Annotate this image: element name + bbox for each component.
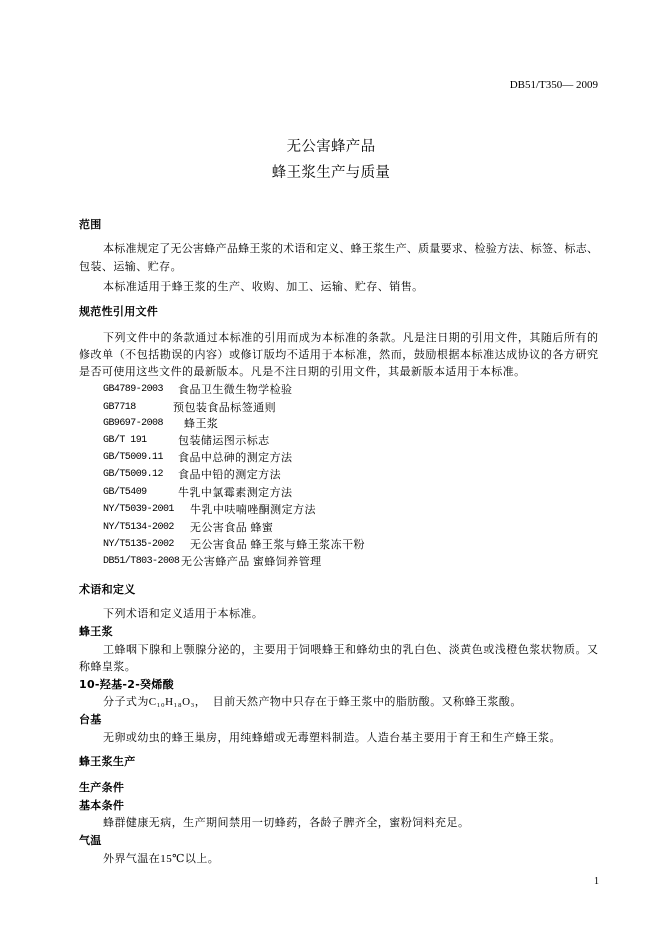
temperature-text: 外界气温在15℃以上。 <box>103 853 220 865</box>
references-intro-line-1: 下列文件中的条款通过本标准的引用而成为本标准的条款。凡是注日期的引用文件，其随后所有的 <box>103 332 598 344</box>
reference-title: 蜂王浆 <box>184 418 219 430</box>
reference-item <box>103 553 603 571</box>
reference-code: GB/T5009.11 <box>103 452 163 463</box>
reference-title: 牛乳中氯霉素测定方法 <box>178 487 293 499</box>
reference-code: GB/T 191 <box>103 435 147 446</box>
scope-paragraph-1-line-1: 本标准规定了无公害蜂产品蜂王浆的术语和定义、蜂王浆生产、质量要求、检验方法、标签、标志、 <box>103 243 598 255</box>
reference-code: GB/T5009.12 <box>103 469 163 480</box>
basic-conditions-text: 蜂群健康无病，生产期间禁用一切蜂药，各龄子脾齐全，蜜粉饲料充足。 <box>103 817 470 829</box>
subheading-basic-conditions: 基本条件 <box>79 799 125 812</box>
term-queen-cell-cup: 台基 <box>79 713 102 726</box>
section-heading-normative-references: 规范性引用文件 <box>79 305 159 318</box>
queen-cell-cup-definition: 无卵或幼虫的蜂王巢房，用纯蜂蜡或无毒塑料制造。人造台基主要用于育王和生产蜂王浆。 <box>103 732 561 744</box>
reference-code: NY/T5135-2002 <box>103 539 174 550</box>
scope-paragraph-1-line-2: 包装、运输、贮存。 <box>79 261 183 273</box>
subheading-temperature: 气温 <box>79 834 102 847</box>
royal-jelly-definition-line-2: 称蜂皇浆。 <box>79 661 137 673</box>
section-heading-production: 蜂王浆生产 <box>79 755 136 768</box>
hda-definition: 分子式为C₁₀H₁₈O₃， 目前天然产物中只存在于蜂王浆中的脂肪酸。又称蜂王浆酸。 <box>103 696 522 708</box>
reference-item <box>103 466 603 484</box>
reference-title: 无公害食品 蜂蜜 <box>190 522 274 534</box>
reference-item <box>103 415 603 433</box>
reference-title: 食品中铅的测定方法 <box>178 469 282 481</box>
page-number: 1 <box>594 876 599 887</box>
reference-item <box>103 501 603 519</box>
term-10-hda: 10-羟基-2-癸烯酸 <box>79 678 174 691</box>
reference-code: NY/T5039-2001 <box>103 504 174 515</box>
reference-code: GB9697-2008 <box>103 418 163 429</box>
royal-jelly-definition-line-1: 工蜂咽下腺和上颚腺分泌的，主要用于饲喂蜂王和蜂幼虫的乳白色、淡黄色或浅橙色浆状物质。又 <box>103 644 598 656</box>
reference-code: DB51/T803-2008 <box>103 556 180 567</box>
reference-title: 预包装食品标签通则 <box>173 402 277 414</box>
reference-item <box>103 484 603 502</box>
standard-code: DB51/T350— 2009 <box>509 79 598 91</box>
section-heading-terms: 术语和定义 <box>79 583 136 596</box>
terms-intro: 下列术语和定义适用于本标准。 <box>103 608 264 620</box>
reference-item <box>103 381 603 399</box>
reference-title: 食品中总砷的测定方法 <box>178 452 293 464</box>
reference-code: GB7718 <box>103 402 136 413</box>
reference-code: GB/T5409 <box>103 487 147 498</box>
reference-code: NY/T5134-2002 <box>103 522 174 533</box>
scope-paragraph-2: 本标准适用于蜂王浆的生产、收购、加工、运输、贮存、销售。 <box>103 281 424 293</box>
title-line-1: 无公害蜂产品 <box>286 139 376 155</box>
reference-title: 牛乳中呋喃唑酮测定方法 <box>190 504 316 516</box>
reference-title: 无公害食品 蜂王浆与蜂王浆冻干粉 <box>190 539 365 551</box>
subheading-production-conditions: 生产条件 <box>79 781 125 794</box>
reference-code: GB4789-2003 <box>103 384 163 395</box>
reference-title: 食品卫生微生物学检验 <box>178 384 293 396</box>
section-heading-scope: 范围 <box>79 218 102 231</box>
reference-item <box>103 432 603 450</box>
title-line-2: 蜂王浆生产与质量 <box>271 165 391 181</box>
reference-item <box>103 536 603 554</box>
references-intro-line-2: 修改单（不包括勘误的内容）或修订版均不适用于本标准，然而，鼓励根据本标准达成协议的各方研究 <box>79 349 598 361</box>
references-intro-line-3: 是否可使用这些文件的最新版本。凡是不注日期的引用文件，其最新版本适用于本标准。 <box>79 366 526 378</box>
reference-item <box>103 519 603 537</box>
reference-title: 无公害蜂产品 蜜蜂饲养管理 <box>181 556 322 568</box>
term-royal-jelly: 蜂王浆 <box>79 625 113 638</box>
reference-title: 包装储运图示标志 <box>178 435 270 447</box>
reference-item <box>103 449 603 467</box>
